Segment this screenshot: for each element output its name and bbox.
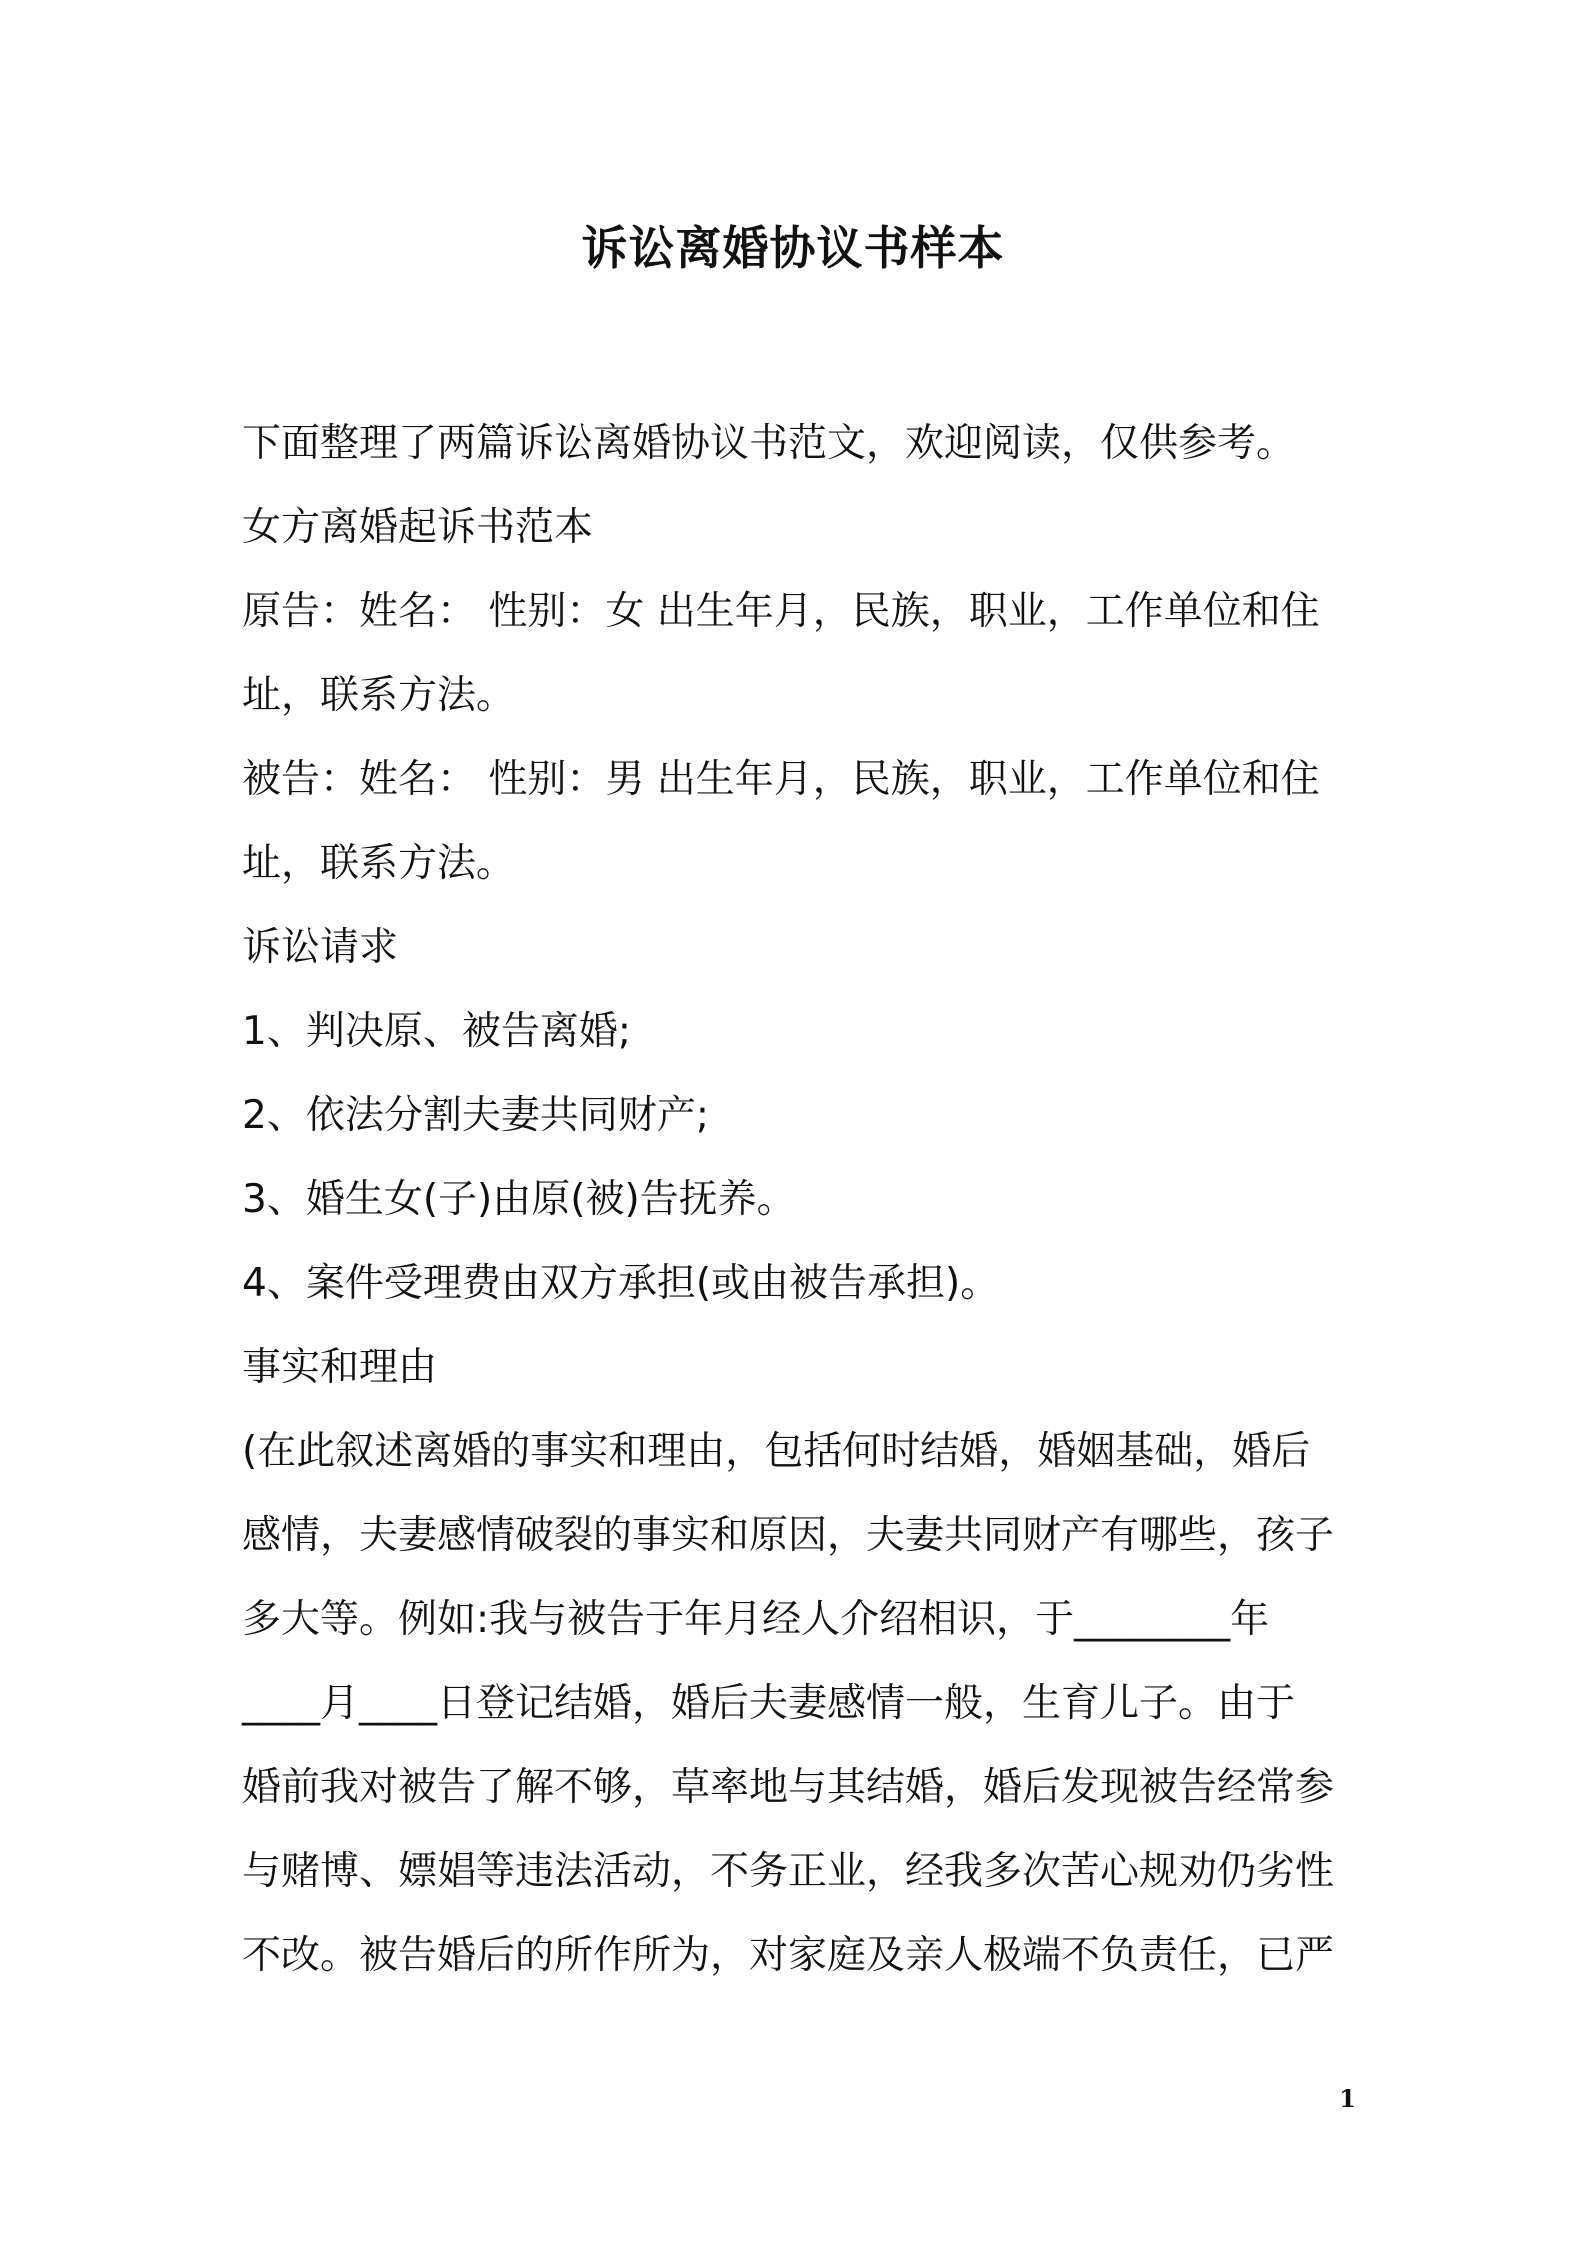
section-heading-claims: 诉讼请求 [242, 925, 399, 970]
facts-line-1: (在此叙述离婚的事实和理由，包括何时结婚，婚姻基础，婚后 [242, 1429, 1311, 1474]
plaintiff-line-2: 址，联系方法。 [242, 673, 516, 718]
facts-line-5: 婚前我对被告了解不够，草率地与其结婚，婚后发现被告经常参 [242, 1765, 1335, 1810]
claim-item-1: 1、判决原、被告离婚; [242, 1009, 631, 1054]
document-title: 诉讼离婚协议书样本 [581, 221, 1005, 275]
facts-line-3: 多大等。例如:我与被告于年月经人介绍相识，于________年 [242, 1597, 1270, 1642]
plaintiff-line-1: 原告：姓名： 性别：女 出生年月，民族，职业，工作单位和住 [242, 589, 1320, 634]
facts-line-4: ____月____日登记结婚，婚后夫妻感情一般，生育儿子。由于 [242, 1681, 1296, 1726]
section-heading-facts: 事实和理由 [242, 1345, 438, 1390]
claim-item-3: 3、婚生女(子)由原(被)告抚养。 [242, 1177, 796, 1222]
defendant-line-2: 址，联系方法。 [242, 841, 516, 886]
facts-line-7: 不改。被告婚后的所作所为，对家庭及亲人极端不负责任，已严 [242, 1933, 1335, 1978]
document-body [242, 402, 1362, 1998]
intro-line: 下面整理了两篇诉讼离婚协议书范文，欢迎阅读，仅供参考。 [242, 421, 1296, 466]
defendant-line-1: 被告：姓名： 性别：男 出生年月，民族，职业，工作单位和住 [242, 757, 1320, 802]
claim-item-4: 4、案件受理费由双方承担(或由被告承担)。 [242, 1261, 1000, 1306]
facts-line-2: 感情，夫妻感情破裂的事实和原因，夫妻共同财产有哪些，孩子 [242, 1513, 1335, 1558]
facts-line-6: 与赌博、嫖娼等违法活动，不务正业，经我多次苦心规劝仍劣性 [242, 1849, 1335, 1894]
section-heading-sample: 女方离婚起诉书范本 [242, 505, 594, 550]
claim-item-2: 2、依法分割夫妻共同财产; [242, 1093, 709, 1138]
page-number: 1 [1339, 2084, 1356, 2113]
